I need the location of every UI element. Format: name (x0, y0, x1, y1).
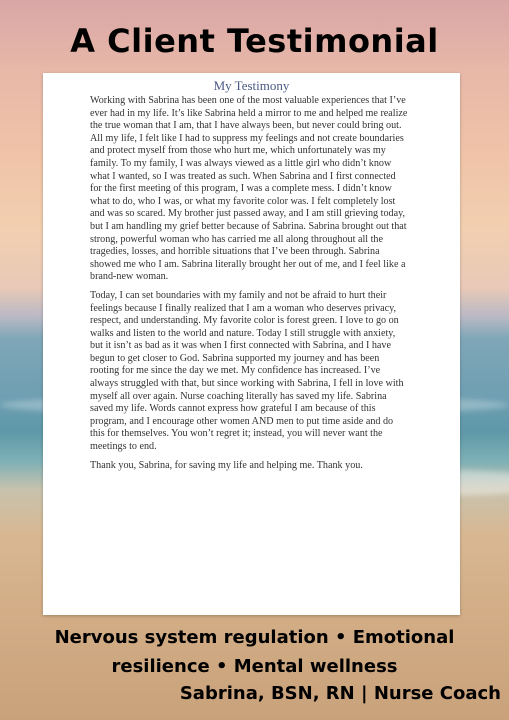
paragraph: Working with Sabrina has been one of the most valuable experiences that I’ve ever had in my life. It’s like Sabrina held a mirror to me and helped me realize the true woman that I am, that I have always been, but never could bring out. All my life, I felt like I had to suppress my feelings and not create boundaries and protect myself from those who hurt me, which unfortunately was my family. To my family, I was always viewed as a little girl who didn’t know what I wanted, so I was treated as such. When Sabrina and I first connected for the first meeting of this program, I was a complete mess. I didn’t know what to do, who I was, or what my favorite color was. I felt completely lost and was so scared. My brother just passed away, and I am still grieving today, but I am handling my grief better because of Sabrina. Sabrina brought out that strong, powerful woman who has carried me all along throughout all the tragedies, losses, and horrible situations that I’ve been through. Sabrina showed me who I am. Sabrina literally brought her out of me, and I feel like a brand-new woman. (90, 95, 408, 283)
testimony-document (43, 73, 460, 615)
author-credit: Sabrina, BSN, RN | Nurse Coach (179, 683, 501, 704)
document-body (90, 95, 408, 478)
paragraph: Today, I can set boundaries with my family and not be afraid to hurt their feelings because I finally realized that I am a woman who deserves privacy, respect, and understanding. My favorite color is forest green. I love to go on walks and listen to the world and nature. Today I still struggle with anxiety, but it isn’t as bad as it was when I first connected with Sabrina, and I have begun to get closer to God. Sabrina supported my journey and has been rooting for me since the day we met. My confidence has increased. I’ve always struggled with that, but since working with Sabrina, I fell in love with myself all over again. Nurse coaching literally has saved my life. Sabrina saved my life. Words cannot express how grateful I am because of this program, and I encourage other women AND men to put time aside and do this for themselves. You won’t regret it; instead, you will never want the meetings to end. (90, 289, 404, 453)
tagline-line-1: Nervous system regulation • Emotional (54, 627, 455, 648)
page-title: A Client Testimonial (70, 22, 439, 60)
document-title: My Testimony (213, 78, 290, 93)
paragraph: Thank you, Sabrina, for saving my life and helping me. Thank you. (90, 459, 363, 471)
tagline-line-2: resilience • Mental wellness (111, 656, 398, 677)
